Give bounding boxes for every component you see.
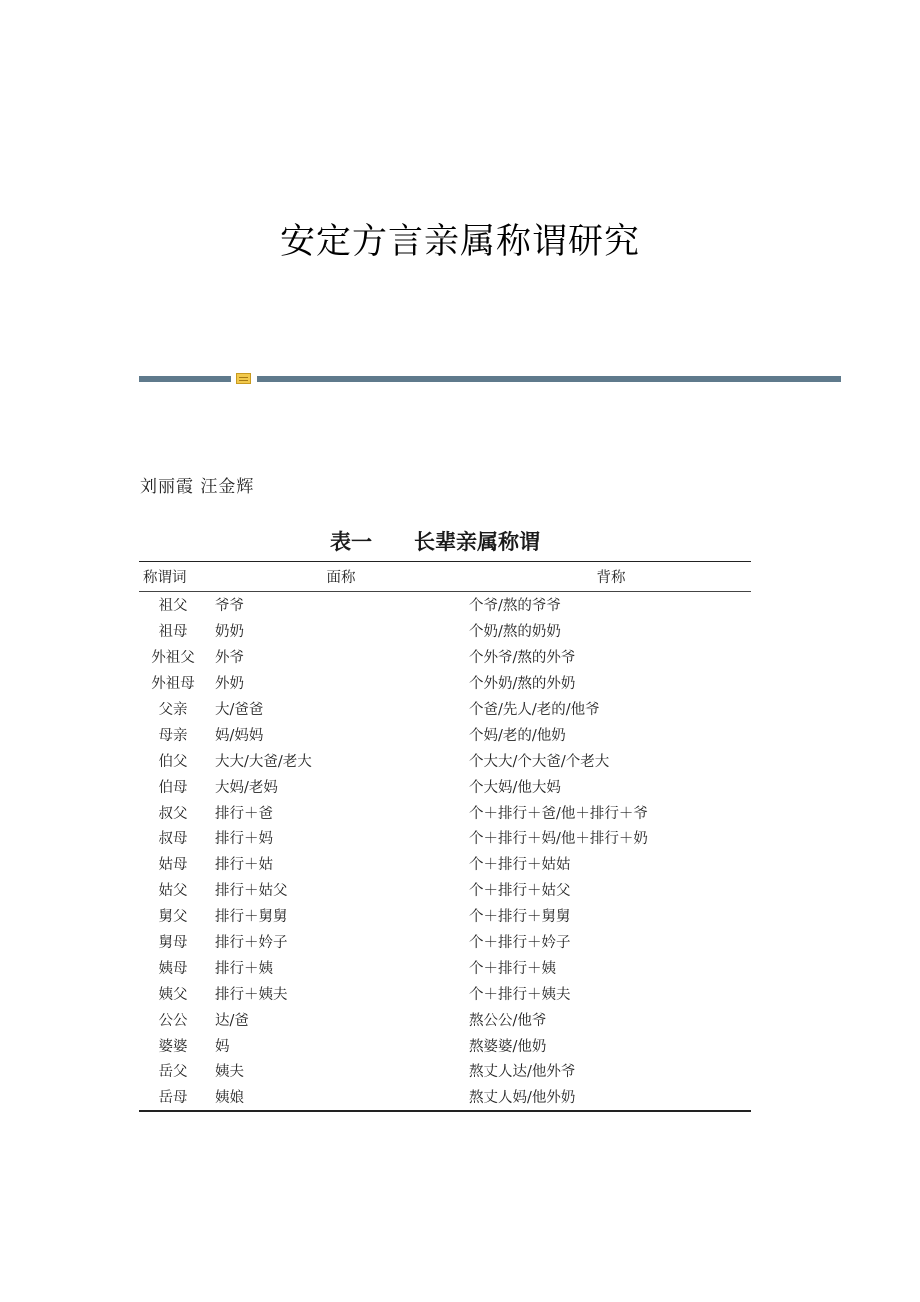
- row-reference: 个＋排行＋姨夫: [469, 986, 571, 1003]
- row-reference: 个外爷/熬的外爷: [469, 650, 576, 667]
- row-term: 婆婆: [158, 1038, 188, 1055]
- row-term: 母亲: [158, 727, 188, 744]
- row-direct-address: 姨夫: [215, 1064, 244, 1081]
- table-row: [139, 1006, 751, 1032]
- table-row: [139, 903, 751, 929]
- row-term: 祖母: [158, 624, 188, 641]
- row-term: 父亲: [158, 702, 188, 718]
- row-term: 姑母: [158, 857, 188, 874]
- row-term: 岳母: [158, 1090, 188, 1107]
- table-row: [139, 877, 751, 903]
- row-direct-address: 达/爸: [215, 1012, 249, 1029]
- row-term: 姨母: [158, 960, 188, 977]
- table-row: [139, 670, 751, 696]
- row-reference: 个大大/个大爸/个老大: [469, 753, 610, 770]
- table-row: [139, 825, 751, 851]
- row-term: 祖父: [158, 598, 188, 615]
- row-direct-address: 爷爷: [215, 598, 244, 615]
- table-row: [139, 618, 751, 644]
- row-reference: 熬丈人妈/他外奶: [469, 1090, 576, 1107]
- row-reference: 个＋排行＋姑父: [469, 883, 571, 900]
- row-term: 叔母: [158, 831, 188, 848]
- table-row: [139, 592, 751, 618]
- row-term: 伯父: [158, 753, 188, 770]
- table-row: [139, 799, 751, 825]
- row-direct-address: 排行＋妈: [215, 831, 273, 848]
- row-term: 姑父: [158, 883, 188, 900]
- row-reference: 个妈/老的/他奶: [469, 727, 566, 744]
- row-direct-address: 妈/妈妈: [215, 727, 264, 744]
- table-row: [139, 747, 751, 773]
- row-reference: 个＋排行＋爸/他＋排行＋爷: [469, 805, 648, 822]
- row-direct-address: 姨娘: [215, 1090, 244, 1107]
- row-direct-address: 排行＋爸: [215, 805, 273, 822]
- divider-bar-left: [139, 376, 231, 382]
- table-row: [139, 1058, 751, 1084]
- envelope-icon: [236, 373, 251, 384]
- row-reference: 个＋排行＋舅舅: [469, 909, 571, 926]
- author-line: 刘丽霞 汪金辉: [140, 477, 255, 497]
- row-reference: 个＋排行＋妈/他＋排行＋奶: [469, 831, 648, 848]
- row-direct-address: 妈: [215, 1038, 230, 1055]
- row-term: 叔父: [158, 805, 188, 822]
- row-reference: 个＋排行＋姨: [469, 960, 556, 977]
- table-row: [139, 929, 751, 955]
- row-direct-address: 排行＋姨夫: [215, 986, 288, 1003]
- table-row: [139, 721, 751, 747]
- row-reference: 个＋排行＋姑姑: [469, 857, 571, 874]
- row-direct-address: 排行＋姨: [215, 960, 273, 977]
- table-caption: 表一 长辈亲属称谓: [330, 530, 540, 554]
- row-reference: 个爸/先人/老的/他爷: [469, 702, 600, 718]
- row-direct-address: 外奶: [215, 676, 244, 693]
- row-reference: 个外奶/熬的外奶: [469, 676, 576, 693]
- row-reference: 熬公公/他爷: [469, 1012, 547, 1029]
- row-term: 岳父: [158, 1064, 188, 1081]
- row-reference: 个大妈/他大妈: [469, 779, 561, 796]
- table-row: [139, 954, 751, 980]
- header-term: 称谓词: [143, 570, 187, 586]
- row-reference: 个＋排行＋妗子: [469, 935, 571, 952]
- row-direct-address: 奶奶: [215, 624, 244, 641]
- row-direct-address: 大大/大爸/老大: [215, 753, 312, 770]
- row-direct-address: 排行＋妗子: [215, 935, 288, 952]
- row-term: 舅父: [158, 909, 188, 926]
- row-direct-address: 排行＋姑父: [215, 883, 288, 900]
- table-row: [139, 1084, 751, 1110]
- table-row: [139, 851, 751, 877]
- table-row: [139, 696, 751, 722]
- table-row: [139, 980, 751, 1006]
- row-term: 舅母: [158, 935, 188, 952]
- table-header-row: [139, 562, 751, 592]
- table-row: [139, 1032, 751, 1058]
- row-direct-address: 排行＋姑: [215, 857, 273, 874]
- table-row: [139, 644, 751, 670]
- table-row: [139, 773, 751, 799]
- divider-bar-right: [257, 376, 841, 382]
- row-reference: 个爷/熬的爷爷: [469, 598, 561, 615]
- row-term: 外祖母: [151, 676, 195, 693]
- row-term: 公公: [158, 1012, 188, 1029]
- row-reference: 熬婆婆/他奶: [469, 1038, 547, 1055]
- row-term: 伯母: [158, 779, 188, 796]
- kinship-table: [139, 561, 751, 1112]
- document-title: 安定方言亲属称谓研究: [279, 222, 640, 262]
- row-direct-address: 大妈/老妈: [215, 779, 278, 796]
- header-direct-address: 面称: [326, 570, 356, 586]
- row-reference: 个奶/熬的奶奶: [469, 624, 561, 641]
- row-direct-address: 大/爸爸: [215, 702, 264, 718]
- title-divider: [139, 375, 841, 383]
- header-reference: 背称: [596, 570, 626, 586]
- row-term: 外祖父: [151, 650, 195, 667]
- row-term: 姨父: [158, 986, 188, 1003]
- row-direct-address: 排行＋舅舅: [215, 909, 288, 926]
- row-reference: 熬丈人达/他外爷: [469, 1064, 576, 1081]
- table-body: [139, 592, 751, 1110]
- row-direct-address: 外爷: [215, 650, 244, 667]
